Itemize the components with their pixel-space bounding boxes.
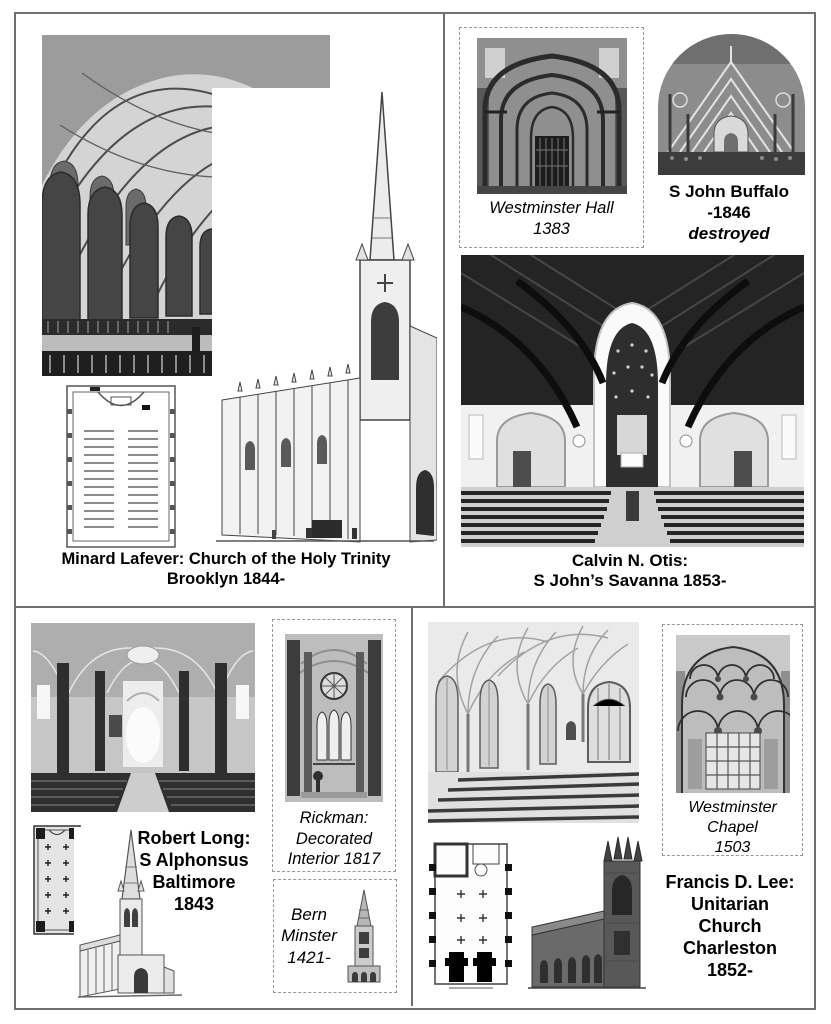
caption-line: 1852-	[706, 959, 754, 980]
caption-line: 1503	[714, 839, 751, 856]
caption-line: Bern	[291, 905, 327, 925]
westminster-chapel-box	[662, 624, 803, 856]
caption-line: 1421-	[287, 947, 331, 967]
vertical-divider-bottom	[411, 606, 413, 1006]
holy-trinity-plan-image	[66, 385, 176, 548]
caption-line: Unitarian	[690, 893, 769, 914]
rickman-caption	[288, 808, 381, 870]
caption-line: S Alphonsus	[139, 849, 249, 870]
westminster-chapel-caption	[688, 798, 777, 858]
caption-line: Calvin N. Otis:	[571, 551, 689, 570]
st-john-buffalo-caption	[643, 181, 815, 244]
caption-line: 1383	[533, 219, 570, 238]
rickman-decorated-interior-image	[285, 634, 383, 802]
caption-line: Minard Lafever: Church of the Holy Trinity	[61, 550, 391, 568]
caption-line: Rickman:	[299, 809, 369, 827]
caption-line: S John’s Savanna 1853-	[533, 571, 727, 591]
caption-line: Francis D. Lee:	[665, 872, 795, 892]
vertical-divider-top	[443, 12, 445, 608]
caption-line: 1843	[173, 893, 215, 914]
caption-line: Brooklyn 1844-	[166, 569, 286, 588]
holy-trinity-exterior-image	[212, 88, 437, 553]
unitarian-church-exterior-image	[526, 833, 649, 994]
caption-line: Interior 1817	[287, 850, 381, 869]
westminster-chapel-image	[676, 635, 790, 793]
caption-line: Chapel	[707, 819, 758, 836]
caption-line: Decorated	[295, 829, 373, 848]
caption-line: Church	[698, 915, 762, 936]
holy-trinity-caption	[24, 550, 428, 590]
caption-line: -1846	[707, 203, 751, 222]
unitarian-church-plan-image	[421, 836, 520, 994]
westminster-hall-image	[477, 38, 627, 194]
savanna-caption	[448, 551, 812, 592]
unitarian-church-caption	[648, 872, 812, 982]
bern-minster-caption	[280, 904, 338, 968]
st-john-buffalo-image	[658, 34, 805, 175]
st-alphonsus-caption	[118, 828, 270, 916]
bern-minster-tower-image	[338, 888, 390, 985]
caption-line: Westminster Hall	[489, 199, 614, 217]
westminster-hall-caption	[489, 198, 613, 239]
bern-minster-box	[273, 879, 397, 993]
st-johns-savanna-interior-image	[461, 255, 804, 547]
caption-line: Charleston	[682, 937, 778, 958]
horizontal-divider	[14, 606, 816, 608]
caption-line: destroyed	[688, 224, 770, 243]
rickman-box	[272, 619, 396, 872]
caption-line: Minster	[281, 926, 337, 946]
caption-line: Baltimore	[152, 871, 236, 892]
caption-line: Robert Long:	[137, 828, 251, 848]
unitarian-church-interior-image	[428, 622, 639, 823]
caption-line: S John Buffalo	[669, 182, 789, 201]
caption-line: Westminster	[688, 799, 777, 816]
westminster-hall-box	[459, 27, 644, 248]
st-alphonsus-interior-image	[31, 623, 255, 812]
